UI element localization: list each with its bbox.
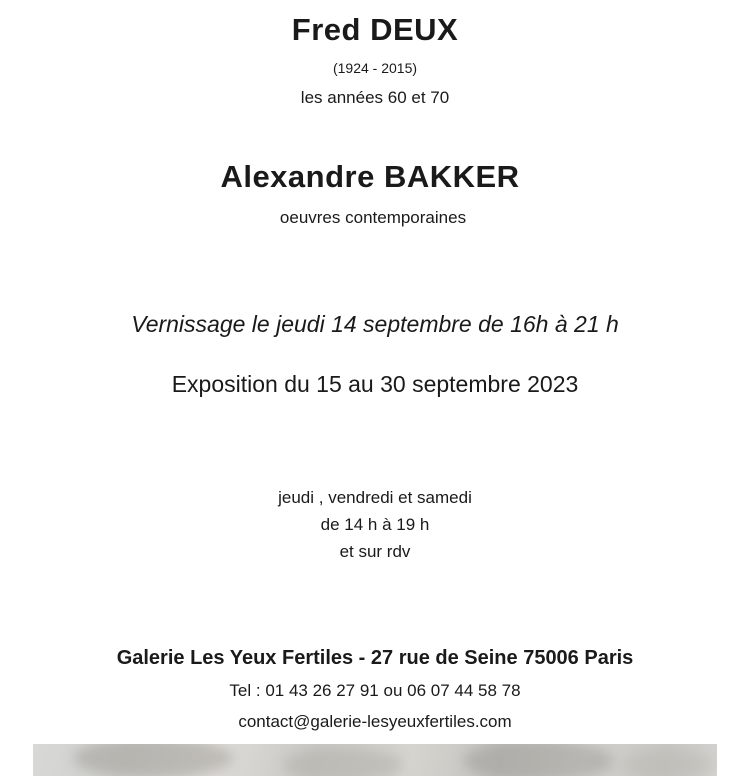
artist-secondary-subtitle: oeuvres contemporaines <box>279 208 467 228</box>
event-block <box>0 228 750 398</box>
artist-primary-name: Fred DEUX <box>291 12 459 47</box>
vernissage-line: Vernissage le jeudi 14 septembre de 16h à 21 h <box>131 310 619 337</box>
gallery-phone: Tel : 01 43 26 27 91 ou 06 07 44 58 78 <box>229 681 521 701</box>
artwork-texture-blob <box>463 744 613 776</box>
artist-primary-dates: (1924 - 2015) <box>332 60 418 77</box>
artwork-texture-blob <box>623 750 713 776</box>
artist-primary-subtitle: les années 60 et 70 <box>300 88 450 108</box>
artwork-texture-blob <box>73 744 233 776</box>
artwork-texture-blob <box>283 748 403 776</box>
gallery-info-block <box>0 565 750 731</box>
opening-hours-days: jeudi , vendredi et samedi <box>278 487 472 507</box>
artist-secondary-name: Alexandre BAKKER <box>220 159 520 195</box>
artist-secondary-block <box>0 108 750 228</box>
artist-primary-block <box>0 0 750 108</box>
exposition-line: Exposition du 15 au 30 septembre 2023 <box>171 371 579 398</box>
artwork-image-strip <box>33 744 717 776</box>
gallery-email: contact@galerie-lesyeuxfertiles.com <box>238 711 512 731</box>
opening-hours-appointment: et sur rdv <box>339 541 411 561</box>
opening-hours-block <box>0 398 750 566</box>
gallery-name-address: Galerie Les Yeux Fertiles - 27 rue de Seine 75006 Paris <box>116 647 634 670</box>
opening-hours-times: de 14 h à 19 h <box>320 514 430 534</box>
